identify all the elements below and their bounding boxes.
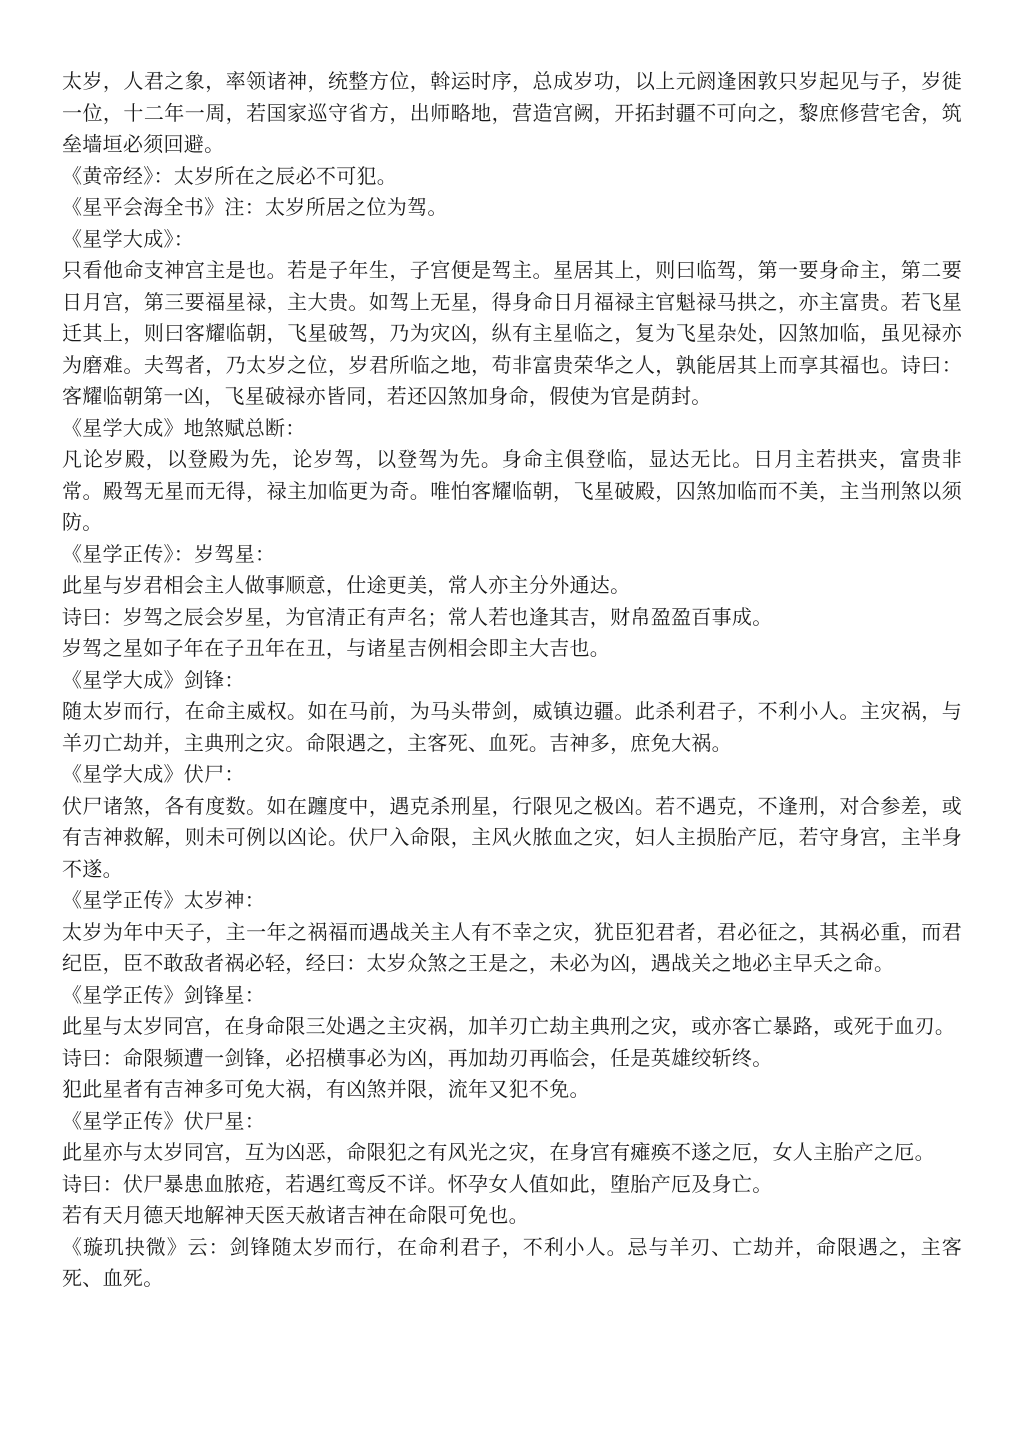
paragraph-fushi-desc: 伏尸诸煞，各有度数。如在躔度中，遇克杀刑星，行限见之极凶。若不遇克，不逢刑，对合参差，或有吉神救解，则未可例以凶论。伏尸入命限，主风火脓血之灾，妇人主损胎产厄，若守身宫，主半身不遂。: [62, 793, 962, 881]
heading-taisui-shen: 《星学正传》太岁神：: [62, 888, 265, 912]
document-page: [62, 66, 962, 1295]
poem-suijia: 诗曰：岁驾之辰会岁星，为官清正有声名；常人若也逢其吉，财帛盈盈百事成。: [62, 604, 773, 629]
citation-xingping-huihai: 《星平会海全书》注：太岁所居之位为驾。: [62, 195, 448, 219]
poem-jianfeng: 诗曰：命限频遭一剑锋，必招横事必为凶，再加劫刃再临会，任是英雄绞斩终。: [62, 1045, 773, 1070]
paragraph-suijia-desc: 此星与岁君相会主人做事顺意，仕途更美，常人亦主分外通达。: [62, 573, 631, 597]
heading-fushi: 《星学大成》伏尸：: [62, 762, 245, 786]
citation-huangdi-jing: 《黄帝经》：太岁所在之辰必不可犯。: [62, 163, 398, 188]
paragraph-sui-dian: 凡论岁殿，以登殿为先，论岁驾，以登驾为先。身命主俱登临，显达无比。日月主若拱夹，富贵非常。殿驾无星而无得，禄主加临更为奇。唯怕客耀临朝，飞星破殿，囚煞加临而不美，主当刑煞以须防。: [62, 447, 962, 534]
heading-jianfeng-xing: 《星学正传》剑锋星：: [62, 982, 265, 1007]
paragraph-jianfeng-desc: 随太岁而行，在命主威权。如在马前，为马头带剑，威镇边疆。此杀利君子，不利小人。主灾祸，与羊刃亡劫并，主典刑之灾。命限遇之，主客死、血死。吉神多，庶免大祸。: [62, 699, 962, 755]
heading-xingxue-dacheng: 《星学大成》：: [62, 226, 195, 251]
paragraph-jia-zhu: 只看他命支神宫主是也。若是子年生，子宫便是驾主。星居其上，则曰临驾，第一要身命主，第二要日月宫，第三要福星禄，主大贵。如驾上无星，得身命日月福禄主官魁禄马拱之，亦主富贵。若飞星迁其上，则曰客耀临朝，飞星破驾，乃为灾凶，纵有主星临之，复为飞星杂处，囚煞加临，虽见禄亦为磨难。夫驾者，乃太岁之位，岁君所临之地，苟非富贵荣华之人，孰能居其上而享其福也。诗曰：客耀临朝第一凶，飞星破禄亦皆同，若还囚煞加身命，假使为官是荫封。: [62, 258, 962, 408]
poem-fushi: 诗曰：伏尸暴患血脓疮，若遇红鸾反不详。怀孕女人值如此，堕胎产厄及身亡。: [62, 1171, 773, 1196]
paragraph-taisui-intro: 太岁，人君之象，率领诸神，统整方位，斡运时序，总成岁功，以上元阏逢困敦只岁起见与子，岁徙一位，十二年一周，若国家巡守省方，出师略地，营造宫阙，开拓封疆不可向之，黎庶修营宅舍，筑垒墙垣必须回避。: [62, 69, 962, 156]
paragraph-fushi-xing-desc: 此星亦与太岁同宫，互为凶恶，命限犯之有风光之灾，在身宫有瘫痪不遂之厄，女人主胎产之厄。: [62, 1140, 935, 1164]
paragraph-jianfeng-rule: 犯此星者有吉神多可免大祸，有凶煞并限，流年又犯不免。: [62, 1077, 590, 1101]
paragraph-xuanji-jueWei: 《璇玑抉微》云：剑锋随太岁而行，在命利君子，不利小人。忌与羊刃、亡劫并，命限遇之，主客死、血死。: [62, 1234, 962, 1290]
heading-disha-fu: 《星学大成》地煞赋总断：: [62, 415, 306, 440]
paragraph-suijia-rule: 岁驾之星如子年在子丑年在丑，与诸星吉例相会即主大吉也。: [62, 636, 611, 660]
paragraph-fushi-rule: 若有天月德天地解神天医天赦诸吉神在命限可免也。: [62, 1203, 529, 1227]
paragraph-jianfeng-xing-desc: 此星与太岁同宫，在身命限三处遇之主灾祸，加羊刃亡劫主典刑之灾，或亦客亡暴路，或死于血刃。: [62, 1014, 956, 1038]
heading-fushi-xing: 《星学正传》伏尸星：: [62, 1108, 265, 1133]
heading-jianfeng: 《星学大成》剑锋：: [62, 667, 245, 692]
paragraph-taisui-shen-desc: 太岁为年中天子，主一年之祸福而遇战关主人有不幸之灾，犹臣犯君者，君必征之，其祸必重，而君纪臣，臣不敢敌者祸必轻，经曰：太岁众煞之王是之，未必为凶，遇战关之地必主早夭之命。: [62, 919, 962, 975]
heading-suijia-xing: 《星学正传》：岁驾星：: [62, 541, 276, 566]
